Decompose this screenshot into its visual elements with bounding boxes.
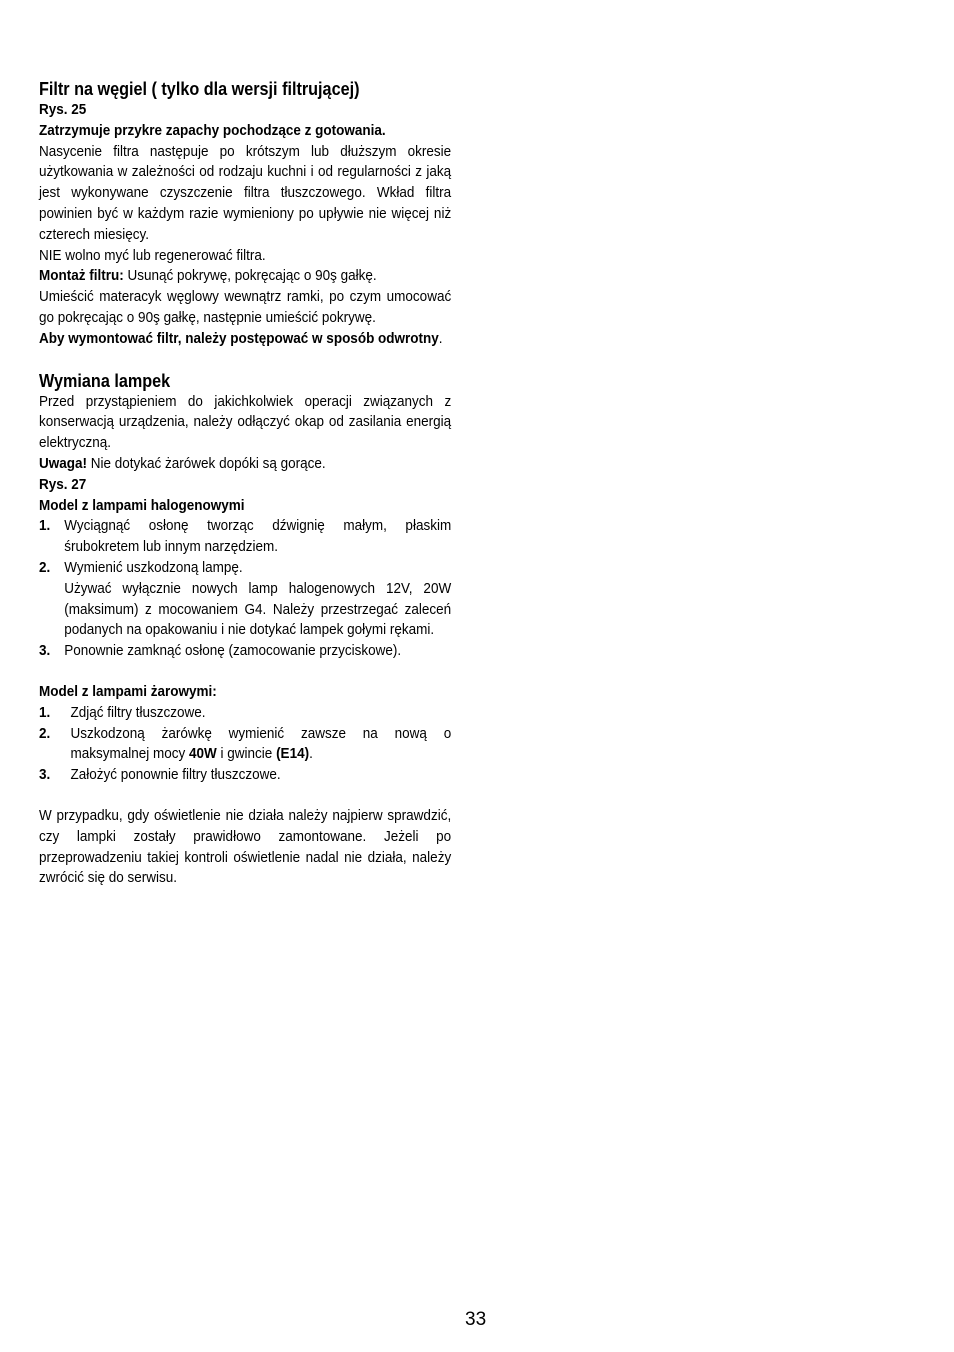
paragraph: Umieścić materacyk węglowy wewnątrz ramki, po czym umocować go pokręcając o 90ş gałkę, następnie umieścić pokrywę. (39, 288, 452, 326)
list-item: 3. Ponownie zamknąć osłonę (zamocowanie przyciskowe). (39, 642, 402, 660)
paragraph: Przed przystąpieniem do jakichkolwiek operacji związanych z konserwacją urządzenia, należy odłączyć okap od zasilania energią elektryczną. (39, 392, 452, 452)
warning-label: Uwaga! (39, 454, 88, 472)
subheading-bulb: Model z lampami żarowymi: (39, 682, 217, 700)
figure-ref: Rys. 27 (39, 475, 87, 493)
halogen-steps (39, 516, 451, 662)
intro-bold: Zatrzymuje przykre zapachy pochodzące z gotowania. (39, 121, 386, 139)
list-item: 2. Uszkodzoną żarówkę wymienić zawsze na nową o maksymalnej mocy 40W i gwincie (E14). (39, 724, 452, 763)
list-item: 1. Wyciągnąć osłonę tworząc dźwignię małym, płaskim śrubokretem lub innym narzędziem. (39, 517, 452, 556)
mount-label: Montaż filtru: (39, 267, 124, 285)
warning (39, 454, 451, 475)
closing-paragraph: W przypadku, gdy oświetlenie nie działa należy najpierw sprawdzić, czy lampki zostały prawidłowo zamontowane. Jeżeli po przeprowadzeniu takiej kontroli oświetlenie nadal nie działa, należy zwrócić się do serwisu. (39, 806, 452, 887)
document-column (39, 78, 451, 889)
bulb-steps (39, 703, 451, 786)
mount-text: Usunąć pokrywę, pokręcając o 90ş gałkę. (123, 267, 377, 285)
figure-ref: Rys. 25 (39, 101, 87, 118)
removal-bold: Aby wymontować filtr, należy postępować w sposób odwrotny (39, 329, 439, 347)
list-item: 3. Założyć ponownie filtry tłuszczowe. (39, 766, 281, 784)
warning-text: Nie dotykać żarówek dopóki są gorące. (87, 454, 326, 472)
section-title-carbon-filter: Filtr na węgiel ( tylko dla wersji filtrującej) (39, 79, 360, 99)
section-title-lamp-replacement: Wymiana lampek (39, 370, 171, 391)
mount-instruction (39, 266, 451, 287)
paragraph: Nasycenie filtra następuje po krótszym lub dłuższym okresie użytkowania w zależności od rodzaju kuchni i od regularności z jaką jest wykonywane czyszczenie filtra tłuszczowego. Wkład filtra powinien być w każdym razie wymieniony po upływie nie więcej niż czterech miesięcy. (39, 142, 452, 243)
subheading-halogen: Model z lampami halogenowymi (39, 496, 245, 514)
list-item: 1. Zdjąć filtry tłuszczowe. (39, 703, 206, 721)
removal-note: Aby wymontować filtr, należy postępować w sposób odwrotny. (39, 329, 443, 347)
list-item: 2. Wymienić uszkodzoną lampę. Używać wyłącznie nowych lamp halogenowych 12V, 20W (maksimum) z mocowaniem G4. Należy przestrzegać zaleceń podanych na opakowaniu i nie dotykać lampek gołymi rękami. (39, 558, 452, 639)
page-number: 33 (465, 1309, 487, 1330)
paragraph: NIE wolno myć lub regenerować filtra. (39, 246, 266, 264)
